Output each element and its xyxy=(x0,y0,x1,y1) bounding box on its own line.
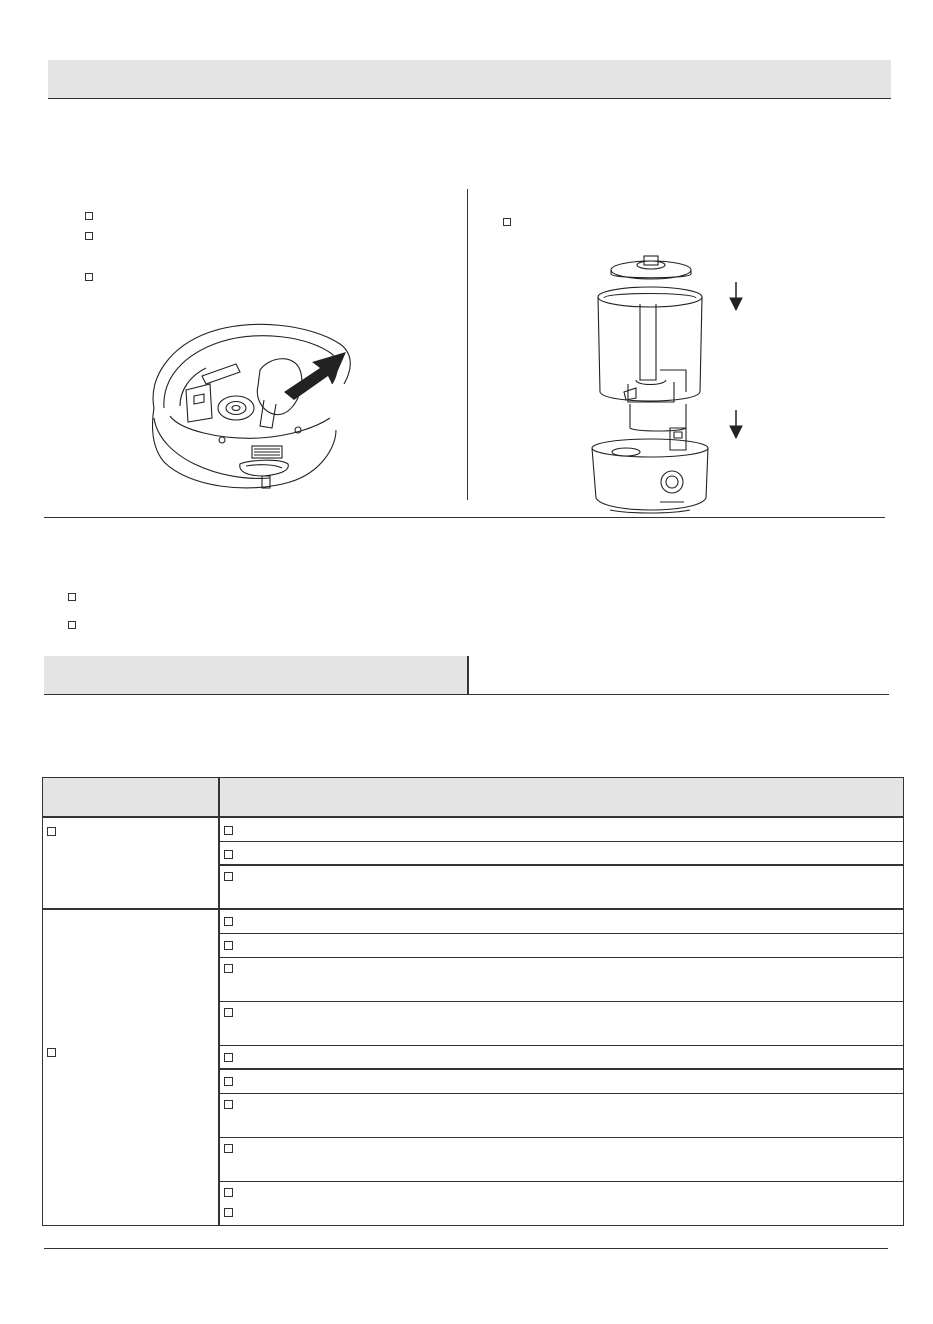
checkbox-icon xyxy=(224,1188,233,1197)
problem-cell xyxy=(43,909,219,1225)
section-header-band xyxy=(48,60,891,99)
checkbox-icon xyxy=(224,1100,233,1109)
section-rule-top xyxy=(44,517,885,518)
checkbox-icon xyxy=(224,872,233,881)
solution-cell xyxy=(219,1001,904,1045)
humidifier-base-illustration xyxy=(140,318,360,498)
checkbox-icon xyxy=(47,1048,56,1057)
bullet-checkbox-icon xyxy=(85,273,93,281)
solution-cell xyxy=(219,933,904,957)
bullet-checkbox-icon xyxy=(85,212,93,220)
problem-cell xyxy=(43,817,219,909)
checkbox-icon xyxy=(47,827,56,836)
humidifier-assembly-illustration xyxy=(590,252,760,514)
solution-cell xyxy=(219,1093,904,1137)
table-header-solution xyxy=(219,778,904,818)
bullet-checkbox-icon xyxy=(68,621,76,629)
solution-cell xyxy=(219,1045,904,1069)
solution-cell xyxy=(219,909,904,933)
checkbox-icon xyxy=(224,850,233,859)
solution-cell xyxy=(219,957,904,1001)
table-header-problem xyxy=(43,778,219,818)
table-header-row xyxy=(43,778,904,818)
solution-cell xyxy=(219,817,904,841)
solution-cell xyxy=(219,1203,904,1225)
troubleshooting-header-divider xyxy=(467,656,469,695)
checkbox-icon xyxy=(224,1144,233,1153)
solution-cell xyxy=(219,841,904,865)
checkbox-icon xyxy=(224,964,233,973)
column-divider xyxy=(467,189,468,500)
bullet-checkbox-icon xyxy=(68,593,76,601)
checkbox-icon xyxy=(224,1077,233,1086)
bullet-checkbox-icon xyxy=(85,232,93,240)
solution-cell xyxy=(219,1137,904,1181)
checkbox-icon xyxy=(224,917,233,926)
solution-cell xyxy=(219,1181,904,1203)
troubleshooting-table xyxy=(42,777,904,1226)
checkbox-icon xyxy=(224,826,233,835)
solution-cell xyxy=(219,1069,904,1093)
footer-rule xyxy=(44,1248,888,1249)
table-row xyxy=(43,817,904,841)
troubleshooting-header-band xyxy=(44,656,467,695)
solution-cell xyxy=(219,865,904,909)
checkbox-icon xyxy=(224,941,233,950)
checkbox-icon xyxy=(224,1008,233,1017)
table-row xyxy=(43,909,904,933)
troubleshooting-header-rule xyxy=(44,694,889,695)
checkbox-icon xyxy=(224,1053,233,1062)
bullet-checkbox-icon xyxy=(503,218,511,226)
checkbox-icon xyxy=(224,1208,233,1217)
